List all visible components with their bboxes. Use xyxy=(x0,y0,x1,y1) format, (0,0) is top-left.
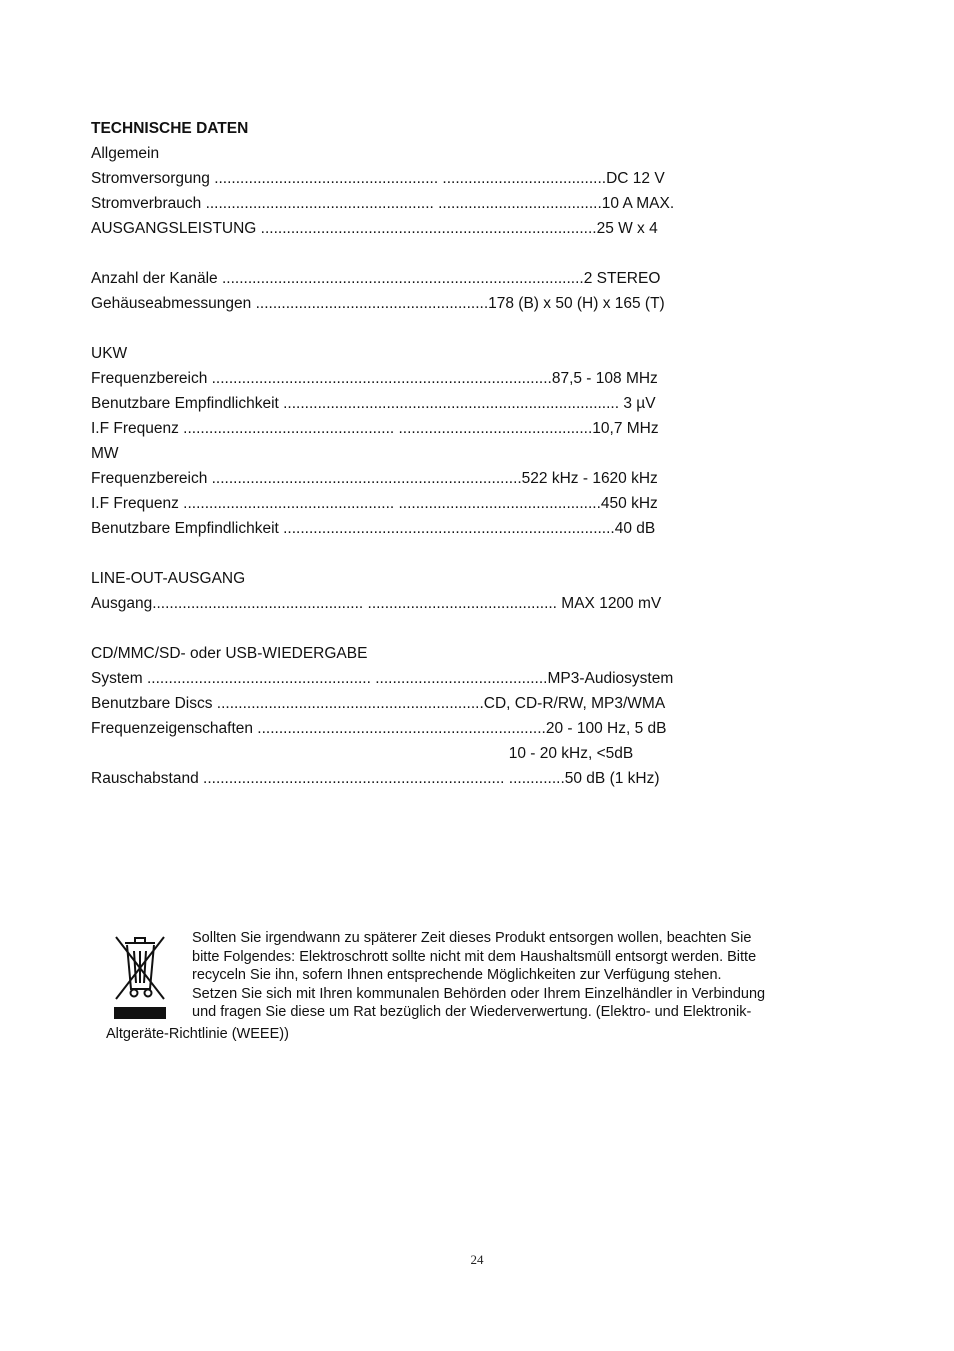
spec-line: Benutzbare Discs ..............................................................CD, CD-R/RW, MP3/WMA xyxy=(91,695,666,712)
disposal-text xyxy=(192,929,846,1022)
spec-line: Benutzbare Empfindlichkeit .............................................................................40 dB xyxy=(91,520,656,537)
disposal-line: Setzen Sie sich mit Ihren kommunalen Behörden oder Ihrem Einzelhändler in Verbindung xyxy=(192,985,766,1002)
spec-line: MW xyxy=(91,445,119,462)
spec-line: Stromversorgung .................................................... ......................................DC 12 V xyxy=(91,170,665,187)
spec-line: UKW xyxy=(91,345,128,362)
spec-line: Stromverbrauch ..................................................... ......................................10 A MAX. xyxy=(91,195,675,212)
weee-disposal-notice xyxy=(106,929,846,1044)
disposal-text-tail: Altgeräte-Richtlinie (WEEE)) xyxy=(106,1025,289,1042)
technical-specifications xyxy=(91,116,731,791)
spec-line: Frequenzbereich ...............................................................................87,5 - 108 MHz xyxy=(91,370,658,387)
spec-line: Anzahl der Kanäle ....................................................................................2 STEREO xyxy=(91,270,661,287)
crossed-out-wheelie-bin-icon xyxy=(110,931,170,1021)
spec-line: Allgemein xyxy=(91,145,160,162)
spec-line: Frequenzeigenschaften ...................................................................20 - 100 Hz, 5 dB xyxy=(91,720,667,737)
spec-line: Gehäuseabmessungen ......................................................178 (B) x 50 (H) x 165 (T) xyxy=(91,295,665,312)
disposal-line: Sollten Sie irgendwann zu späterer Zeit dieses Produkt entsorgen wollen, beachten Sie xyxy=(192,930,752,946)
spec-line: Rauschabstand ...................................................................... .............50 dB (1 kHz) xyxy=(91,770,660,787)
spec-line: CD/MMC/SD- oder USB-WIEDERGABE xyxy=(91,645,368,662)
spec-lines xyxy=(91,141,731,791)
spec-line: Frequenzbereich ........................................................................522 kHz - 1620 kHz xyxy=(91,470,658,487)
page-number: 24 xyxy=(470,1252,484,1267)
spec-line: LINE-OUT-AUSGANG xyxy=(91,570,246,587)
disposal-line: bitte Folgendes: Elektroschrott sollte nicht mit dem Haushaltsmüll entsorgt werden. Bitte xyxy=(192,948,757,965)
section-title: TECHNISCHE DATEN xyxy=(91,120,249,137)
spec-line: System .................................................... ........................................MP3-Audiosystem xyxy=(91,670,674,687)
spec-line: 10 - 20 kHz, <5dB xyxy=(91,745,634,762)
spec-line: I.F Frequenz ................................................. .............................................10,7 MHz xyxy=(91,420,659,437)
spec-line: Ausgang................................................. ............................................ MAX 1200 mV xyxy=(91,595,662,612)
disposal-line: recyceln Sie ihn, sofern Ihnen entsprechende Möglichkeiten zur Verfügung stehen. xyxy=(192,967,722,984)
disposal-line: und fragen Sie diese um Rat bezüglich der Wiederverwertung. (Elektro- und Elektronik- xyxy=(192,1004,752,1021)
spec-line xyxy=(91,616,731,641)
spec-line xyxy=(91,541,731,566)
spec-line: Benutzbare Empfindlichkeit .............................................................................. 3 µV xyxy=(91,395,656,412)
spec-line: I.F Frequenz ................................................. ...............................................450 kHz xyxy=(91,495,658,512)
spec-line xyxy=(91,316,731,341)
spec-line xyxy=(91,241,731,266)
spec-line: AUSGANGSLEISTUNG ..............................................................................25 W x 4 xyxy=(91,220,658,237)
